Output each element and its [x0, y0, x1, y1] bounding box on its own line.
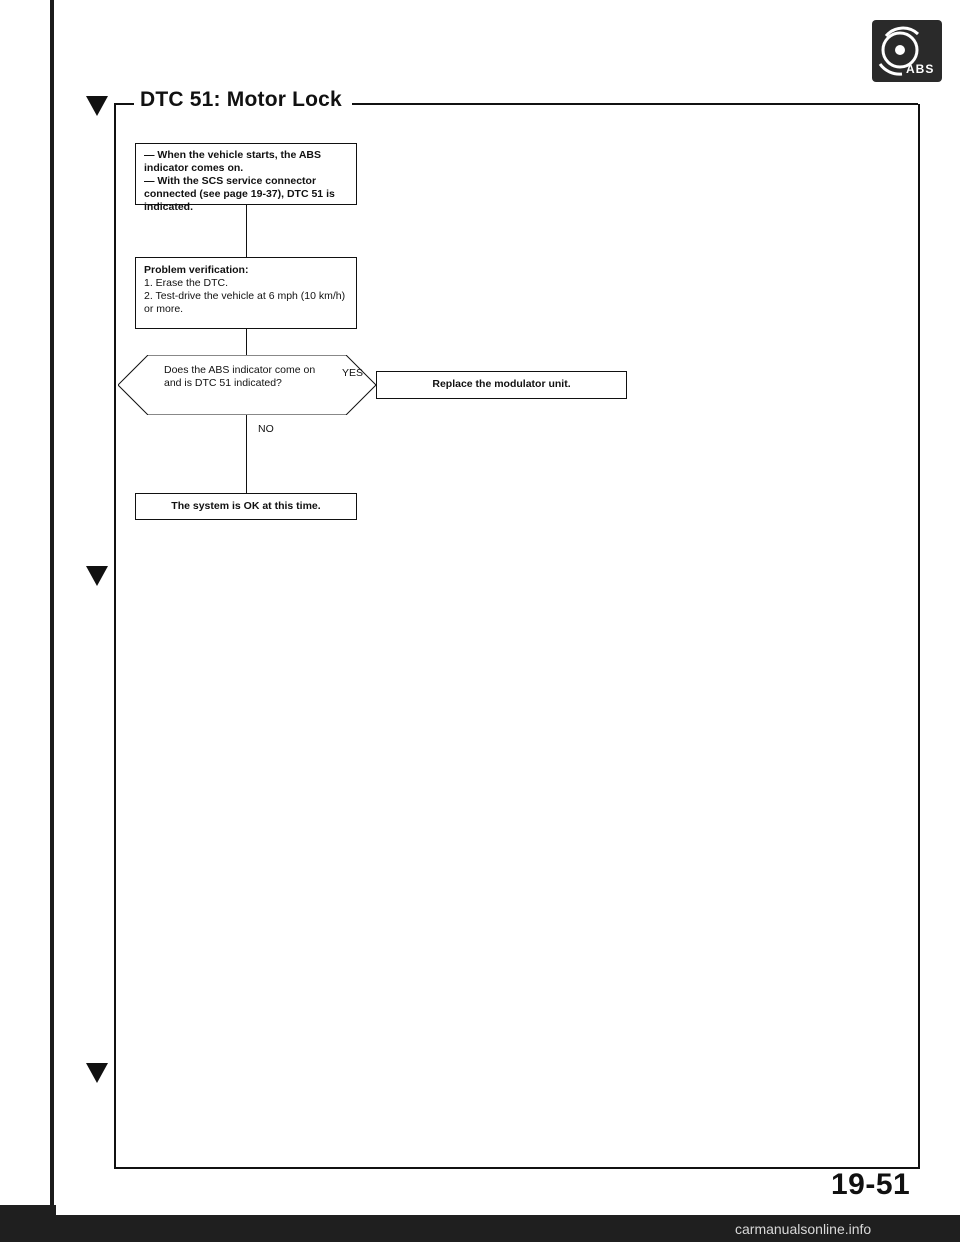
- verification-box: [135, 257, 357, 329]
- yes-label: YES: [342, 367, 364, 379]
- abs-logo-label: ABS: [906, 62, 935, 76]
- start-condition-2: — With the SCS service connector connected (see page 19-37), DTC 51 is indicated.: [144, 175, 335, 213]
- start-condition-box: [135, 143, 357, 213]
- section-title: DTC 51: Motor Lock: [140, 88, 342, 111]
- verification-heading: Problem verification:: [144, 264, 249, 276]
- binding-edge-line: [50, 0, 54, 1242]
- margin-arrow-icon: [86, 566, 108, 586]
- watermark: carmanualsonline.info: [735, 1221, 872, 1237]
- page-number: 19-51: [831, 1168, 911, 1201]
- no-label: NO: [258, 423, 274, 435]
- page-bottom-gap: [56, 1205, 960, 1215]
- yes-action-text: Replace the modulator unit.: [432, 378, 571, 390]
- margin-arrow-icon: [86, 1063, 108, 1083]
- verification-step-1: 1. Erase the DTC.: [144, 277, 229, 289]
- verification-step-2: 2. Test-drive the vehicle at 6 mph (10 km/h) or more.: [144, 290, 346, 315]
- margin-arrow-icon: [86, 96, 108, 116]
- start-condition-1: — When the vehicle starts, the ABS indicator comes on.: [144, 149, 321, 174]
- no-action-text: The system is OK at this time.: [171, 500, 321, 512]
- connector-line: [246, 205, 247, 257]
- no-action-box: [135, 493, 357, 520]
- yes-action-box: [376, 371, 627, 399]
- connector-line: [246, 415, 247, 493]
- connector-line: [246, 329, 247, 355]
- decision-question: Does the ABS indicator come on and is DTC 51 indicated?: [164, 364, 316, 389]
